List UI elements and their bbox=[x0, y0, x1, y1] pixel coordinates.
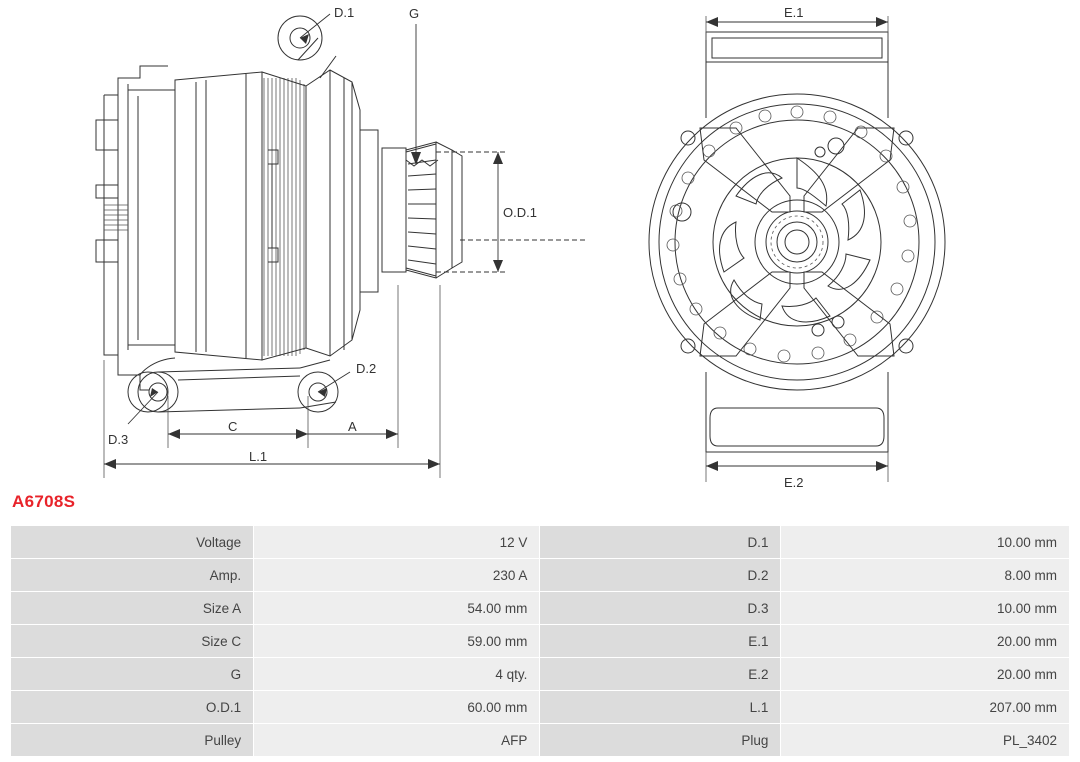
label-a: A bbox=[348, 419, 357, 434]
table-row bbox=[11, 526, 1070, 559]
label-e1: E.1 bbox=[784, 5, 804, 20]
label-c: C bbox=[228, 419, 238, 434]
side-view bbox=[96, 5, 585, 478]
spec-value: 10.00 mm bbox=[781, 592, 1070, 625]
spec-value: 60.00 mm bbox=[254, 691, 540, 724]
spec-label: G bbox=[11, 658, 254, 691]
spec-label: D.3 bbox=[540, 592, 781, 625]
spec-value: 8.00 mm bbox=[781, 559, 1070, 592]
table-row bbox=[11, 691, 1070, 724]
spec-value: 207.00 mm bbox=[781, 691, 1070, 724]
spec-value: 59.00 mm bbox=[254, 625, 540, 658]
spec-value: 20.00 mm bbox=[781, 658, 1070, 691]
label-g: G bbox=[409, 6, 420, 21]
table-row bbox=[11, 625, 1070, 658]
spec-label: O.D.1 bbox=[11, 691, 254, 724]
table-row bbox=[11, 559, 1070, 592]
table-row bbox=[11, 658, 1070, 691]
spec-value: 20.00 mm bbox=[781, 625, 1070, 658]
label-l1: L.1 bbox=[249, 449, 268, 464]
spec-value: 54.00 mm bbox=[254, 592, 540, 625]
spec-value: 12 V bbox=[254, 526, 540, 559]
specification-table bbox=[10, 525, 1070, 757]
spec-value: 230 A bbox=[254, 559, 540, 592]
spec-label: Size C bbox=[11, 625, 254, 658]
spec-label: L.1 bbox=[540, 691, 781, 724]
spec-label: D.2 bbox=[540, 559, 781, 592]
label-od1: O.D.1 bbox=[503, 205, 537, 220]
label-d1: D.1 bbox=[334, 5, 355, 20]
front-view bbox=[649, 5, 945, 490]
spec-label: Plug bbox=[540, 724, 781, 757]
label-d2: D.2 bbox=[356, 361, 377, 376]
spec-label: Pulley bbox=[11, 724, 254, 757]
part-code: A6708S bbox=[12, 492, 76, 511]
spec-value: PL_3402 bbox=[781, 724, 1070, 757]
label-e2: E.2 bbox=[784, 475, 804, 490]
table-row bbox=[11, 592, 1070, 625]
spec-label: D.1 bbox=[540, 526, 781, 559]
spec-label: Voltage bbox=[11, 526, 254, 559]
spec-value: 10.00 mm bbox=[781, 526, 1070, 559]
spec-value: 4 qty. bbox=[254, 658, 540, 691]
spec-label: Amp. bbox=[11, 559, 254, 592]
spec-value: AFP bbox=[254, 724, 540, 757]
table-row bbox=[11, 724, 1070, 757]
spec-label: E.1 bbox=[540, 625, 781, 658]
spec-label: Size A bbox=[11, 592, 254, 625]
spec-label: E.2 bbox=[540, 658, 781, 691]
label-d3: D.3 bbox=[108, 432, 129, 447]
